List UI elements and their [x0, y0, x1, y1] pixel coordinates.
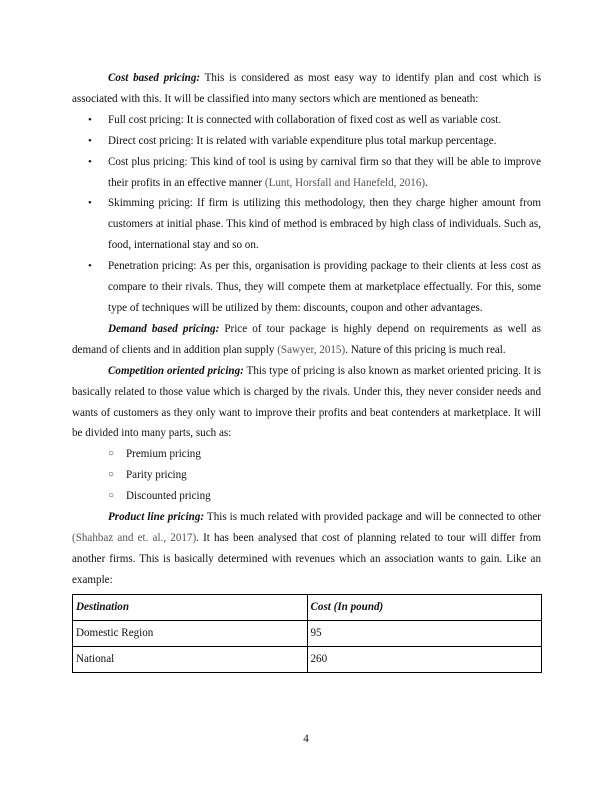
competition-paragraph	[72, 361, 541, 445]
table-cell: National	[73, 646, 308, 672]
table-header-cost: Cost (In pound)	[307, 594, 542, 620]
table-cell: 260	[307, 646, 542, 672]
destination-cost-table	[72, 594, 542, 673]
list-item-text: Parity pricing	[126, 469, 187, 482]
competition-pricing-list	[72, 444, 541, 507]
product-line-text: This is much related with provided package and will be connected to other	[204, 511, 541, 524]
cost-pricing-list	[72, 110, 541, 319]
demand-based-paragraph	[72, 319, 541, 361]
circle-bullet-icon: ○	[108, 469, 115, 481]
demand-based-text: Price of tour package is highly depend on requirements as well as demand of clients and in addition plan supply	[72, 322, 541, 356]
list-item	[72, 152, 541, 194]
table-header-destination: Destination	[73, 594, 308, 620]
table-row	[73, 620, 542, 646]
citation: (Sawyer, 2015)	[277, 343, 346, 356]
list-item-text: Skimming pricing: If firm is utilizing this methodology, then they charge higher amount from customers at initial phase. This kind of method is embraced by high class of individuals. Such as, food, international stay and so on.	[108, 197, 541, 252]
list-item	[72, 444, 541, 465]
list-item	[72, 256, 541, 319]
list-item	[72, 193, 541, 256]
page-content	[72, 68, 541, 673]
circle-bullet-icon: ○	[108, 448, 115, 460]
table-cell: 95	[307, 620, 542, 646]
bullet-icon: •	[88, 113, 92, 126]
table-cell: Domestic Region	[73, 620, 308, 646]
list-item-text: Cost plus pricing: This kind of tool is using by carnival firm so that they will be able to improve their profits in an effective manner	[108, 155, 541, 189]
list-item-text: Penetration pricing: As per this, organisation is providing package to their clients at less cost as compare to their rivals. Thus, they will compete them at marketplace effectually. For this, some type of techniques will be utilized by them: discounts, coupon and other advantages.	[108, 260, 541, 314]
cost-based-paragraph	[72, 68, 541, 110]
list-item	[72, 110, 541, 131]
list-item	[72, 465, 541, 486]
citation: (Shahbaz and et. al., 2017)	[72, 531, 197, 544]
cost-based-heading: Cost based pricing:	[108, 72, 201, 84]
product-line-heading: Product line pricing:	[108, 511, 205, 524]
list-item	[72, 486, 541, 507]
table-header-row	[73, 594, 542, 620]
bullet-icon: •	[88, 197, 92, 210]
bullet-icon: •	[88, 134, 92, 147]
list-item-text: Full cost pricing: It is connected with collaboration of fixed cost as well as variable cost.	[108, 113, 502, 126]
demand-based-text-end: . Nature of this pricing is much real.	[345, 343, 506, 356]
table-row	[73, 646, 542, 672]
demand-based-heading: Demand based pricing:	[108, 322, 220, 335]
product-line-paragraph	[72, 507, 541, 591]
page-number: 4	[303, 733, 309, 745]
list-item-text-end: .	[425, 176, 428, 189]
bullet-icon: •	[88, 260, 92, 273]
list-item	[72, 131, 541, 152]
list-item-text: Discounted pricing	[126, 490, 211, 503]
bullet-icon: •	[88, 155, 92, 168]
competition-heading: Competition oriented pricing:	[108, 364, 244, 377]
competition-text: This type of pricing is also known as market oriented pricing. It is basically related to those value which is charged by the rivals. Under this, they never consider needs and wants of customers as they only want to improve their profits and beat contenders at marketplace. It will be divided into many parts, such as:	[72, 364, 541, 440]
list-item-text: Direct cost pricing: It is related with variable expenditure plus total markup percentage.	[108, 134, 497, 147]
product-line-text-end: . It has been analysed that cost of planning related to tour will differ from another firms. This is basically determined with revenues which an association wants to gain. Like an example:	[72, 531, 541, 586]
cost-based-text: This is considered as most easy way to identify plan and cost which is associated with this. It will be classified into many sectors which are mentioned as beneath:	[72, 72, 542, 105]
circle-bullet-icon: ○	[108, 490, 115, 502]
citation: (Lunt, Horsfall and Hanefeld, 2016)	[264, 176, 426, 189]
list-item-text: Premium pricing	[126, 448, 201, 461]
